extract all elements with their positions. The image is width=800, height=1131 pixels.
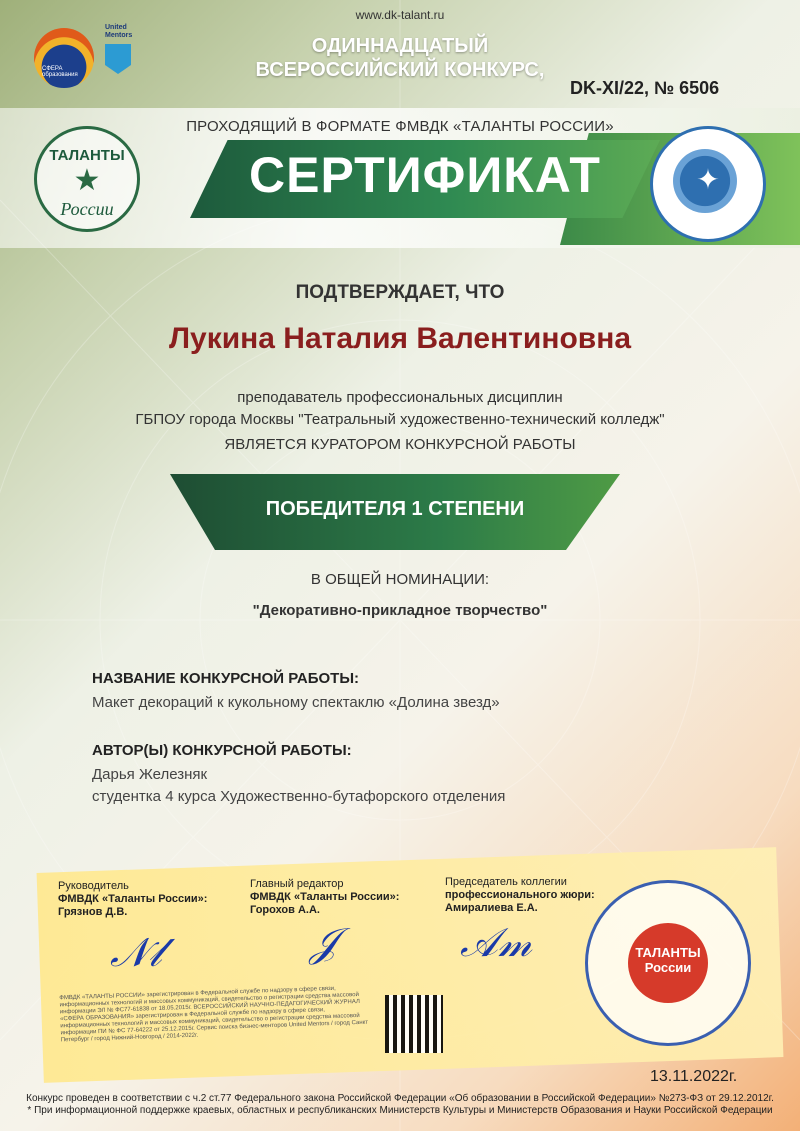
- signatory-jury-title: Председатель коллегии: [445, 876, 567, 888]
- united-mentors-icon: [105, 44, 131, 74]
- role-line2: ГБПОУ города Москвы "Театральный художественно-технический колледж": [135, 411, 665, 428]
- signatory-jury-name: Амиралиева Е.А.: [445, 902, 538, 914]
- signatory-jury-org: профессионального жюри:: [445, 889, 595, 901]
- winner-degree: ПОБЕДИТЕЛЯ 1 СТЕПЕНИ: [265, 498, 525, 520]
- author-label: АВТОР(Ы) КОНКУРСНОЙ РАБОТЫ:: [92, 742, 352, 759]
- recipient-name: Лукина Наталия Валентиновна: [168, 322, 632, 355]
- united-mentors-text: United Mentors: [105, 24, 133, 39]
- united-mentors-logo: [105, 24, 145, 74]
- registration-number: DK-XI/22, № 6506: [570, 78, 720, 98]
- signatory-head-name: Грязнов Д.В.: [58, 906, 128, 918]
- seal-text: ТАЛАНТЫ России: [635, 945, 701, 975]
- official-seal: [585, 880, 751, 1046]
- contest-line1: ОДИННАДЦАТЫЙ: [311, 35, 489, 57]
- talanty-rossii-emblem: [34, 126, 140, 232]
- legal-registration-text: ФМВДК «ТАЛАНТЫ РОССИИ» зарегистрирован в Федеральной службе по надзору в сфере связи, информационных технологий и массовых коммуникаций, свидетельство о регистрации средства массовой информации ЭЛ № ФС77-61838 от 18.05.2015г. ВСЕРОССИЙСКИЙ НАУЧНО-ПЕДАГОГИЧЕСКИЙ ЖУРНАЛ «СФЕРА ОБРАЗОВАНИЯ» зарегистрирован в Федеральной службе по надзору в сфере связи, информационных технологий и массовых коммуникаций, свидетельство о регистрации средства массовой информации ПИ № ФС 77-64222 от 25.12.2015г. Сервис поиска бизнес-менторов United Mentors / город Санкт Петербург / город Нижний-Новгород / 2014-2022г.: [59, 985, 369, 1044]
- author-name: Дарья Железняк: [92, 766, 208, 783]
- qr-code-icon[interactable]: [385, 995, 443, 1053]
- contest-heading: [220, 34, 580, 82]
- author-info: студентка 4 курса Художественно-бутафорского отделения: [92, 788, 506, 805]
- signature-jury-icon: 𝒜𝓂: [460, 920, 532, 966]
- contest-line2: ВСЕРОССИЙСКИЙ КОНКУРС,: [255, 59, 545, 81]
- signatory-head-org: ФМВДК «Таланты России»:: [58, 893, 208, 905]
- sfera-logo-text: СФЕРА образования: [42, 66, 78, 78]
- sfera-logo-icon: [34, 28, 94, 88]
- footer-notes: [0, 1093, 800, 1117]
- emblem-subtitle: России: [60, 199, 114, 219]
- signatory-editor-org: ФМВДК «Таланты России»:: [250, 891, 400, 903]
- certificate-title: СЕРТИФИКАТ: [249, 147, 601, 203]
- format-line: ПРОХОДЯЩИЙ В ФОРМАТЕ ФМВДК «ТАЛАНТЫ РОССИИ»: [186, 118, 614, 135]
- signatory-editor-title: Главный редактор: [250, 878, 344, 890]
- state-support-emblem: [650, 126, 766, 242]
- signatory-editor: [250, 878, 399, 917]
- site-url[interactable]: www.dk-talant.ru: [355, 8, 445, 22]
- emblem-title: ТАЛАНТЫ: [49, 147, 125, 164]
- curator-text: ЯВЛЯЕТСЯ КУРАТОРОМ КОНКУРСНОЙ РАБОТЫ: [224, 436, 576, 453]
- star-icon: ★: [73, 164, 101, 197]
- footer-line2: * При информационной поддержке краевых, областных и республиканских Министерств Культуры и Министерств Образования и Науки Российской Федерации: [27, 1105, 773, 1116]
- role-line1: преподаватель профессиональных дисциплин: [237, 389, 563, 406]
- footer-line1: Конкурс проведен в соответствии с ч.2 ст.77 Федерального закона Российской Федерации «Об образовании в Российской Федерации» №273-ФЗ от 29.12.2012г.: [26, 1093, 774, 1104]
- signatory-head-title: Руководитель: [58, 880, 129, 892]
- signature-head-icon: 𝒩𝓁: [110, 930, 162, 976]
- signature-editor-icon: 𝒥: [310, 920, 338, 966]
- eagle-icon: ✦: [696, 164, 720, 195]
- work-title-label: НАЗВАНИЕ КОНКУРСНОЙ РАБОТЫ:: [92, 670, 360, 687]
- signatory-jury: [445, 876, 595, 915]
- nomination-label: В ОБЩЕЙ НОМИНАЦИИ:: [310, 571, 490, 588]
- signatory-editor-name: Горохов А.А.: [250, 904, 320, 916]
- nomination-value: "Декоративно-прикладное творчество": [252, 602, 548, 619]
- signatory-head: [58, 880, 207, 919]
- issue-date: 13.11.2022г.: [650, 1068, 738, 1085]
- confirms-text: ПОДТВЕРЖДАЕТ, ЧТО: [295, 282, 505, 303]
- work-title-value: Макет декораций к кукольному спектаклю «Долина звезд»: [92, 694, 500, 711]
- recipient-role: [0, 387, 800, 431]
